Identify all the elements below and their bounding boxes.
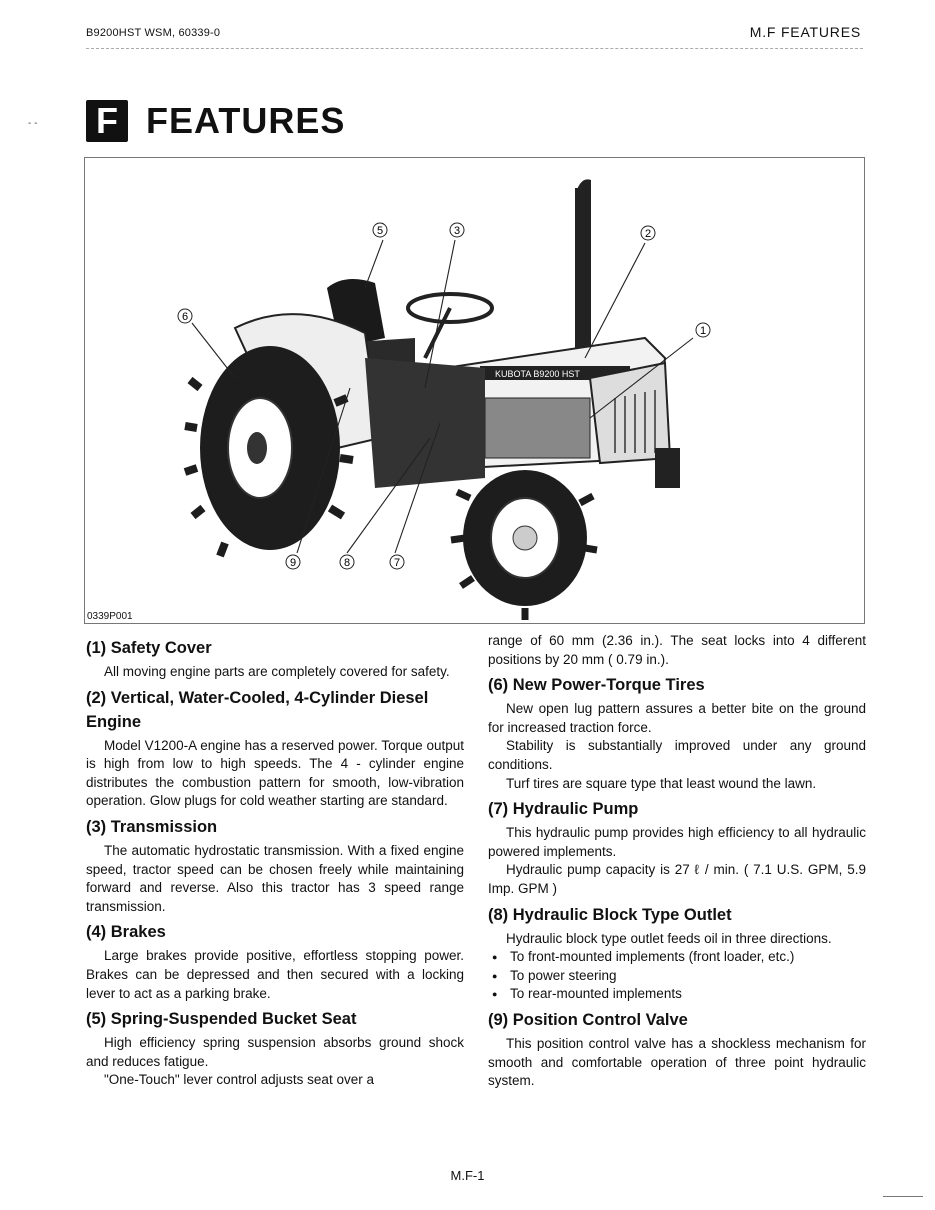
document-id: B9200HST WSM, 60339-0 xyxy=(86,27,221,39)
para-seat-1: High efficiency spring suspension absorbs ground shock and reduces fatigue. xyxy=(86,1035,464,1069)
callout-label: 7 xyxy=(393,557,401,569)
figure-id: 0339P001 xyxy=(87,611,133,622)
tractor-illustration xyxy=(85,158,864,623)
left-column xyxy=(86,632,464,1090)
para-position-control: This position control valve has a shockless mechanism for smooth and comfortable operation of three point hydraulic system. xyxy=(488,1035,866,1089)
hood-label: KUBOTA B9200 HST xyxy=(495,369,580,379)
heading-hydraulic-pump: (7) Hydraulic Pump xyxy=(488,800,639,819)
callout-label: 5 xyxy=(376,225,384,237)
heading-position-control: (9) Position Control Valve xyxy=(488,1010,688,1029)
para-seat-continued: range of 60 mm (2.36 in.). The seat locks into 4 different positions by 20 mm ( 0.79 in.). xyxy=(488,633,866,667)
callout-9 xyxy=(286,555,300,569)
page-title: FEATURES xyxy=(146,100,346,141)
outlet-list xyxy=(488,948,866,1004)
para-tires-1: New open lug pattern assures a better bite on the ground for increased traction force. xyxy=(488,701,866,735)
callout-label: 9 xyxy=(289,557,297,569)
heading-safety-cover: (1) Safety Cover xyxy=(86,639,212,657)
footer-rule xyxy=(883,1196,923,1197)
callout-7 xyxy=(390,555,404,569)
para-tires-3: Turf tires are square type that least wound the lawn. xyxy=(506,775,817,791)
heading-seat: (5) Spring-Suspended Bucket Seat xyxy=(86,1010,357,1029)
title-block xyxy=(86,100,345,142)
para-pump-1: This hydraulic pump provides high efficiency to all hydraulic powered implements. xyxy=(488,825,866,859)
list-item: ● To rear-mounted implements xyxy=(492,985,866,1004)
callout-3 xyxy=(450,223,464,237)
list-item: ● To front-mounted implements (front loader, etc.) xyxy=(492,948,866,967)
callout-1 xyxy=(696,323,710,337)
callout-2 xyxy=(641,226,655,240)
header-rule xyxy=(86,48,863,49)
callout-label: 6 xyxy=(181,311,189,323)
para-tires-2: Stability is substantially improved under any ground conditions. xyxy=(488,738,866,772)
callout-5 xyxy=(373,223,387,237)
para-transmission: The automatic hydrostatic transmission. With a fixed engine speed, tractor speed can be chosen freely while maintaining forward and reverse. Also this tractor has 3 speed range transmission. xyxy=(86,842,464,914)
heading-brakes: (4) Brakes xyxy=(86,923,166,942)
heading-hydraulic-outlet: (8) Hydraulic Block Type Outlet xyxy=(488,905,732,924)
tractor-figure xyxy=(84,157,865,624)
para-safety-cover: All moving engine parts are completely covered for safety. xyxy=(104,664,450,679)
para-outlet: Hydraulic block type outlet feeds oil in three directions. xyxy=(506,930,832,946)
heading-tires: (6) New Power-Torque Tires xyxy=(488,676,705,695)
para-brakes: Large brakes provide positive, effortless stopping power. Brakes can be depressed and then secured with a locking lever to act as a parking brake. xyxy=(86,948,464,1001)
margin-mark: - - xyxy=(28,118,38,129)
callout-8 xyxy=(340,555,354,569)
para-engine: Model V1200-A engine has a reserved power. Torque output is high from low to high speeds. The 4 - cylinder engine distributes the combustion pattern for smooth, low-vibration operation. Glow plugs for cold weather starting are standard. xyxy=(86,737,464,809)
para-pump-2: Hydraulic pump capacity is 27 ℓ / min. ( 7.1 U.S. GPM, 5.9 Imp. GPM ) xyxy=(488,862,866,896)
page-number: M.F-1 xyxy=(450,1168,485,1183)
para-seat-2: "One-Touch" lever control adjusts seat over a xyxy=(104,1072,374,1088)
heading-transmission: (3) Transmission xyxy=(86,817,218,836)
callout-label: 3 xyxy=(453,225,461,237)
section-header: M.F FEATURES xyxy=(749,24,861,40)
callout-6 xyxy=(178,309,192,323)
list-item: ● To power steering xyxy=(492,967,866,986)
heading-engine: (2) Vertical, Water-Cooled, 4-Cylinder Diesel Engine xyxy=(86,688,429,731)
callout-label: 8 xyxy=(343,557,351,569)
callout-label: 2 xyxy=(644,228,652,240)
section-badge: F xyxy=(86,100,128,142)
right-column xyxy=(488,632,866,1091)
callout-label: 1 xyxy=(699,325,707,337)
